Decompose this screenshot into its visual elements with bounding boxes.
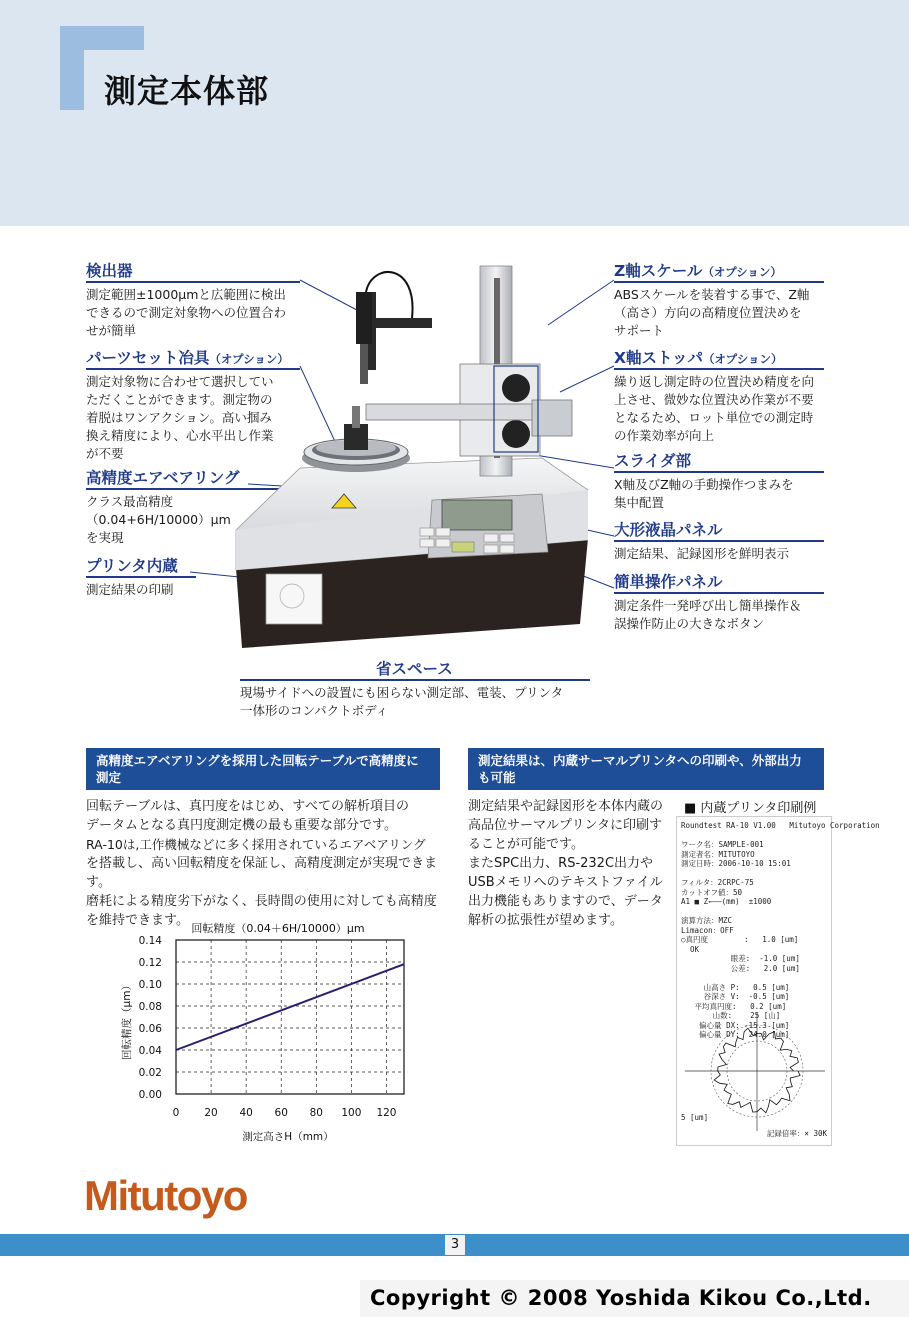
chart-y-axis-label: 回転精度（μm） xyxy=(121,980,133,1060)
chart-x-tick-label: 0 xyxy=(172,1107,180,1119)
printout-line: OK xyxy=(681,944,700,954)
body-line: す。 xyxy=(86,875,111,890)
body-line: RA-10は,工作機械などに多く採用されているエアベアリング xyxy=(86,837,426,852)
body-line: データムとなる真円度測定機の最も重要な部分です。 xyxy=(86,818,397,833)
printout-line xyxy=(681,907,829,917)
chart-title: 回転精度（0.04＋6H/10000）μm xyxy=(191,922,365,935)
printout-line xyxy=(681,869,829,879)
callout-title: 簡単操作パネル xyxy=(614,573,723,591)
chart-x-tick-label: 20 xyxy=(204,1107,218,1119)
callout-title: パーツセット冶具 xyxy=(86,349,210,367)
printout-line xyxy=(681,973,829,983)
chart-series-line xyxy=(176,964,404,1050)
body-line: USBメモリへのテキストファイル xyxy=(468,875,663,890)
section-body-printer xyxy=(468,797,672,930)
printout-line: 山高さ P: 0.5 [um] xyxy=(681,982,790,992)
chart-y-tick-label: 0.10 xyxy=(138,979,162,991)
page-number: 3 xyxy=(445,1235,465,1255)
chart-y-ticks xyxy=(139,935,163,1101)
printout-line: フィルタ：2CRPC-75 xyxy=(681,878,754,887)
callout-line: 上させ、微妙な位置決め作業が不要 xyxy=(614,392,814,407)
callout-title: Z軸スケール xyxy=(614,262,703,280)
callout-line: （高さ）方向の高精度位置決めを xyxy=(614,305,802,320)
printout-line: カットオフ値：50 xyxy=(681,887,743,897)
printout-line xyxy=(681,831,829,841)
callout-line: 現場サイドへの設置にも困らない測定部、電装、プリンタ xyxy=(240,685,564,700)
callout-line: 一体形のコンパクトボディ xyxy=(240,703,389,718)
callout-line: となるため、ロット単位での測定時 xyxy=(614,410,814,425)
chart-plot-frame xyxy=(176,940,404,1094)
printout-line: 偏心量 DY: 24.0 [um] xyxy=(681,1030,790,1039)
chart-x-axis-label: 測定高さH（mm） xyxy=(242,1131,334,1143)
callout-line: ただくことができます。測定物の xyxy=(86,392,273,407)
callout-line: 測定結果の印刷 xyxy=(86,582,174,597)
chart-x-tick-label: 100 xyxy=(341,1107,362,1119)
callout-line: ABSスケールを装着する事で、Z軸 xyxy=(614,287,810,302)
printout-line: 測定日時：2006-10-10 15:01 xyxy=(681,859,791,868)
callout-line: 繰り返し測定時の位置決め精度を向 xyxy=(614,374,815,389)
page-title: 測定本体部 xyxy=(104,72,270,110)
callout-line: の作業効率が向上 xyxy=(614,428,715,443)
callout-line: 着脱はワンアクション。高い掴み xyxy=(86,410,272,425)
callout-line: サポート xyxy=(614,323,665,338)
body-line: 測定結果や記録図形を本体内蔵の xyxy=(468,799,664,814)
callout-title: X軸ストッパ xyxy=(614,349,703,367)
printout-line: Limacon：OFF xyxy=(681,925,734,935)
printout-line: 演算方法：MZC xyxy=(681,916,733,925)
printout-line: 偏心量 DX: -15.3 [um] xyxy=(681,1020,790,1030)
printout-line: 眼差: -1.0 [um] xyxy=(681,954,800,963)
body-line: 磨耗による精度劣下がなく、長時間の使用に対しても高精度 xyxy=(86,894,437,909)
printout-lines xyxy=(681,821,880,1040)
rotation-accuracy-chart xyxy=(112,918,412,1150)
callout-line: （0.04+6H/10000）μm xyxy=(86,512,231,527)
callout-option: （オプション） xyxy=(703,352,783,366)
callout-title: 高精度エアベアリング xyxy=(86,469,240,487)
body-line: またSPC出力、RS-232C出力や xyxy=(468,856,654,871)
chart-y-tick-label: 0.02 xyxy=(138,1067,162,1079)
printout-footer-left: 5 [um] xyxy=(681,1113,709,1122)
callout-line: 測定範囲±1000μmと広範囲に検出 xyxy=(86,287,286,302)
section-header-printer xyxy=(468,748,824,790)
printout-line: 公差: 2.0 [um] xyxy=(681,963,800,973)
printout-line: ワーク名：SAMPLE-001 xyxy=(681,840,764,849)
callout-line: できるので測定対象物への位置合わ xyxy=(86,305,287,320)
body-line: を維持できます。 xyxy=(86,913,189,928)
chart-y-tick-label: 0.12 xyxy=(138,957,162,969)
section-header-air-bearing xyxy=(86,748,440,790)
printout-line: ○真円度 : 1.0 [um] xyxy=(681,935,799,944)
chart-x-tick-label: 60 xyxy=(274,1107,288,1119)
callout-line: クラス最高精度 xyxy=(86,494,174,509)
printout-line: 山数: 25 [山] xyxy=(681,1011,781,1020)
chart-x-tick-label: 40 xyxy=(239,1107,253,1119)
section-body-air-bearing xyxy=(86,797,442,930)
callout-title: スライダ部 xyxy=(614,452,692,470)
callout-title: 大形液晶パネル xyxy=(614,521,723,539)
chart-x-tick-label: 80 xyxy=(309,1107,323,1119)
section-header-line: 測定結果は、内蔵サーマルプリンタへの印刷や、外部出力 xyxy=(478,753,802,768)
chart-y-tick-label: 0.14 xyxy=(138,935,162,947)
callout-line: を実現 xyxy=(86,530,124,545)
mitutoyo-logo: Mitutoyo xyxy=(84,1172,247,1219)
printout-line: Roundtest RA-10 V1.00 Mitutoyo Corporation xyxy=(681,821,880,830)
section-header-line: 高精度エアベアリングを採用した回転テーブルで高精度に xyxy=(96,753,419,768)
callout-line: X軸及びZ軸の手動操作つまみを xyxy=(614,477,794,492)
callout-line: 換え精度により、心水平出し作業 xyxy=(86,428,274,443)
printout-line: 測定者名：MITUTOYO xyxy=(681,849,755,859)
callout-option: （オプション） xyxy=(209,352,289,366)
chart-x-ticks xyxy=(173,1107,397,1119)
chart-series xyxy=(176,964,404,1050)
callout-line: せが簡単 xyxy=(86,323,137,338)
section-header-line: も可能 xyxy=(478,770,516,785)
printout-example xyxy=(676,816,880,1146)
printer-example-label: ■ 内蔵プリンタ印刷例 xyxy=(684,801,817,816)
copyright-notice: Copyright © 2008 Yoshida Kikou Co.,Ltd. xyxy=(360,1280,909,1317)
callout-line: 測定結果、記録図形を鮮明表示 xyxy=(614,546,790,561)
printout-footer-right: 記録倍率：× 30K xyxy=(766,1129,827,1138)
callout-line: 集中配置 xyxy=(614,495,665,510)
callout-line: 測定対象物に合わせて選択してい xyxy=(86,374,274,389)
body-line: 高品位サーマルプリンタに印刷す xyxy=(468,818,662,833)
body-line: 解析の拡張性が望めます。 xyxy=(468,913,623,928)
callout-title: 検出器 xyxy=(86,262,133,280)
callout-line: 測定条件一発呼び出し簡単操作＆ xyxy=(614,598,802,613)
body-line: 出力機能もありますので、データ xyxy=(468,894,663,909)
callout-line: が不要 xyxy=(86,446,124,461)
callout-title: 省スペース xyxy=(376,660,453,678)
callout-title: プリンタ内蔵 xyxy=(86,557,178,575)
body-line: 回転テーブルは、真円度をはじめ、すべての解析項目の xyxy=(86,799,410,814)
chart-y-tick-label: 0.04 xyxy=(138,1045,162,1057)
callout-line: 誤操作防止の大きなボタン xyxy=(614,616,765,631)
printout-line: 平均真円度: 0.2 [um] xyxy=(681,1001,787,1011)
chart-grid xyxy=(176,940,404,1094)
printout-line: 谷深さ V: -0.5 [um] xyxy=(681,992,790,1001)
machine-illustration xyxy=(232,258,588,658)
body-line: ることが可能です。 xyxy=(468,837,584,852)
chart-y-tick-label: 0.06 xyxy=(138,1023,162,1035)
printout-line: A1 ■ Z←――(mm) ±1000 xyxy=(681,897,772,906)
chart-y-tick-label: 0.00 xyxy=(138,1089,162,1101)
callout-option: （オプション） xyxy=(702,265,782,279)
chart-y-tick-label: 0.08 xyxy=(138,1001,162,1013)
section-header-line: 測定 xyxy=(96,770,122,785)
body-line: を搭載し、高い回転精度を保証し、高精度測定が実現できま xyxy=(86,856,438,871)
chart-x-tick-label: 120 xyxy=(376,1107,397,1119)
